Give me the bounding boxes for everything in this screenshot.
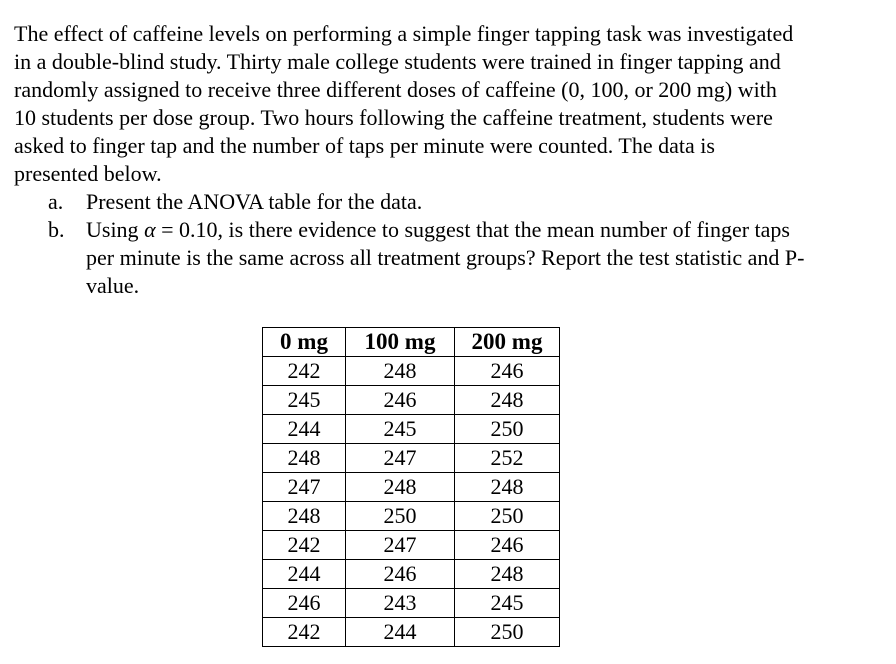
question-text-part: value. <box>86 273 140 298</box>
table-row <box>263 589 560 618</box>
alpha-symbol: α <box>144 217 156 242</box>
table-row <box>263 618 560 647</box>
intro-line: asked to finger tap and the number of taps per minute were counted. The data is <box>14 133 715 158</box>
table-header-row <box>263 328 560 357</box>
question-marker: a. <box>48 189 64 214</box>
table-row <box>263 560 560 589</box>
table-cell: 246 <box>263 589 346 618</box>
table-cell: 245 <box>455 589 560 618</box>
table-row <box>263 444 560 473</box>
table-row <box>263 473 560 502</box>
table-cell: 244 <box>346 618 455 647</box>
problem-intro <box>14 20 884 188</box>
table-cell: 243 <box>346 589 455 618</box>
table-cell: 248 <box>346 473 455 502</box>
table-cell: 242 <box>263 531 346 560</box>
question-text: Present the ANOVA table for the data. <box>86 189 423 214</box>
column-header: 200 mg <box>455 328 560 357</box>
table-cell: 246 <box>455 531 560 560</box>
question-b <box>48 216 888 300</box>
table-cell: 247 <box>346 531 455 560</box>
intro-line: in a double-blind study. Thirty male college students were trained in finger tapping and <box>14 49 781 74</box>
table-row <box>263 531 560 560</box>
table-cell: 244 <box>263 560 346 589</box>
table-cell: 242 <box>263 618 346 647</box>
question-a <box>48 188 888 216</box>
table-cell: 252 <box>455 444 560 473</box>
table-cell: 250 <box>455 502 560 531</box>
table-row <box>263 386 560 415</box>
table-cell: 248 <box>263 502 346 531</box>
table-cell: 244 <box>263 415 346 444</box>
column-header: 0 mg <box>263 328 346 357</box>
table-cell: 242 <box>263 357 346 386</box>
table-cell: 246 <box>346 386 455 415</box>
intro-line: randomly assigned to receive three different doses of caffeine (0, 100, or 200 mg) with <box>14 77 777 102</box>
question-text <box>86 216 888 300</box>
table-cell: 248 <box>455 386 560 415</box>
intro-line: The effect of caffeine levels on performing a simple finger tapping task was investigated <box>14 21 794 46</box>
table-row <box>263 415 560 444</box>
table-cell: 246 <box>455 357 560 386</box>
table-cell: 247 <box>263 473 346 502</box>
question-list <box>48 188 888 300</box>
table-cell: 248 <box>263 444 346 473</box>
table-cell: 250 <box>455 415 560 444</box>
table-cell: 245 <box>263 386 346 415</box>
column-header: 100 mg <box>346 328 455 357</box>
question-text-part: , is there evidence to suggest that the mean number of finger taps <box>217 217 790 242</box>
question-text-part: Using <box>86 217 145 242</box>
table-row <box>263 502 560 531</box>
table-cell: 247 <box>346 444 455 473</box>
question-text-part: per minute is the same across all treatment groups? Report the test statistic and P- <box>86 245 805 270</box>
intro-line: 10 students per dose group. Two hours following the caffeine treatment, students were <box>14 105 773 130</box>
alpha-value: = 0.10 <box>155 217 218 242</box>
table-cell: 250 <box>455 618 560 647</box>
table-cell: 245 <box>346 415 455 444</box>
table-body <box>263 357 560 647</box>
question-marker: b. <box>48 217 65 242</box>
table-row <box>263 357 560 386</box>
intro-line: presented below. <box>14 161 162 186</box>
table-cell: 250 <box>346 502 455 531</box>
caffeine-data-table <box>262 327 560 647</box>
table-cell: 248 <box>346 357 455 386</box>
table-cell: 248 <box>455 560 560 589</box>
table-cell: 246 <box>346 560 455 589</box>
table-cell: 248 <box>455 473 560 502</box>
